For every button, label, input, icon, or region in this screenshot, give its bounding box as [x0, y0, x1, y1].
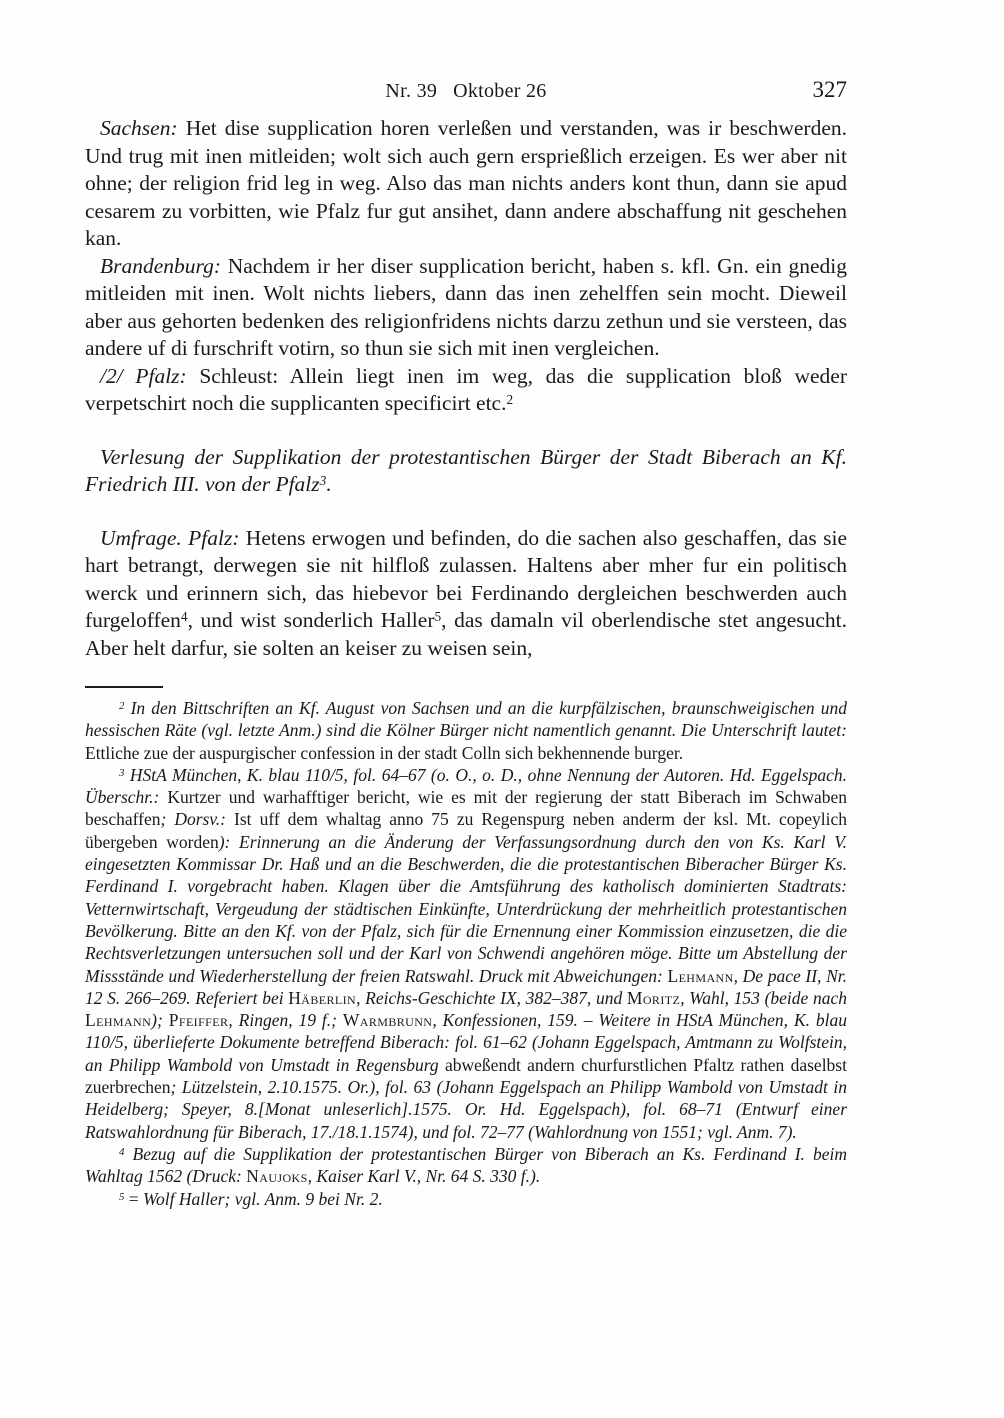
text-span: ; Lützelstein, 2.10.1575. Or.), fol. 63 (Johann Eggelspach an Philipp Wambold von Umstadt in Heidelberg; Speyer, 8.[Monat unleserlich].1575. Or. Hd. Eggelspach), fol. 68–71 (Entwurf einer Ratswahlordnung für Biberach, 17./18.1.1574), und fol. 72–77 (Wahlordnung von 1551; vgl. Anm. 7).: [85, 1077, 847, 1142]
text-span: HStA München, K. blau 110/5, fol. 64–67 (o. O., o. D., ohne Nennung der Autoren. Hd. Eggelspach. Überschr.:: [85, 764, 847, 808]
page-number: 327: [812, 77, 847, 102]
text-column: [85, 0, 848, 1209]
text-span: , Ringen, 19 f.;: [228, 1010, 343, 1031]
text-span: Lehmann: [667, 965, 734, 986]
running-header: [85, 77, 847, 110]
footnotes: [85, 697, 847, 1210]
para-verlesung: [85, 444, 847, 499]
text-span: 5: [434, 609, 442, 625]
text-span: Bezug auf die Supplikation der protestantischen Bürger von Biberach an Ks. Ferdinand I. beim Wahltag 1562 (Druck:: [85, 1143, 847, 1187]
text-span: Brandenburg:: [100, 253, 222, 278]
text-span: .: [326, 472, 332, 496]
footnote-marker: 2: [119, 700, 125, 713]
text-span: , Kaiser Karl V., Nr. 64 S. 330 f.).: [307, 1166, 541, 1187]
footnote-marker: 5: [119, 1190, 125, 1203]
running-head-title: Nr. 39 Oktober 26: [385, 80, 547, 102]
text-span: Moritz: [626, 987, 681, 1008]
text-span: Hetens erwogen und befinden, do die sachen also geschaffen, das sie hart betrangt, derwegen sie nit hilfloß zulassen. Haltens aber mher fur ein politisch werck und erinnern sich, das hiebevor bei Ferdinando dergleichen beschwerden auch furgeloffen: [85, 525, 847, 632]
text-span: , und wist sonderlich Haller: [187, 608, 435, 632]
text-span: );: [151, 1010, 169, 1031]
footnote-marker: 3: [119, 767, 125, 780]
main-text: [85, 115, 847, 662]
footnote-2: [85, 697, 847, 764]
text-span: , Wahl, 153 (beide nach: [680, 987, 848, 1008]
text-span: In den Bittschriften an Kf. August von Sachsen und an die kurpfälzischen, braunschweigischen und hessischen Räte (vgl. letzte Anm.) sind die Kölner Bürger nicht namentlich genannt. Die Unterschrift lautet:: [85, 698, 847, 741]
text-span: /2/ Pfalz:: [100, 363, 187, 388]
text-span: =: [128, 1188, 144, 1209]
text-span: Lehmann: [85, 1010, 152, 1031]
para-pfalz-schleust: [85, 363, 847, 418]
text-span: Pfeiffer: [168, 1010, 229, 1031]
text-span: Wolf Haller; vgl. Anm. 9 bei Nr. 2.: [143, 1188, 383, 1209]
footnote-5: [85, 1188, 847, 1210]
text-span: Umfrage. Pfalz:: [100, 525, 240, 550]
text-span: Warmbrunn: [342, 1010, 433, 1031]
text-span: 4: [180, 609, 188, 625]
text-span: , De pace II, Nr. 12 S. 266–269. Referiert bei: [85, 965, 847, 1008]
text-span: Verlesung der Supplikation der protestantischen Bürger der Stadt Biberach an Kf. Friedrich III. von der Pfalz: [85, 444, 847, 496]
text-span: Häberlin: [288, 987, 357, 1008]
text-span: 3: [319, 473, 327, 489]
footnote-separator-rule: [85, 686, 163, 688]
para-sachsen: [85, 115, 847, 253]
text-span: ): Erinnerung an die Änderung der Verfassungsordnung durch den von Ks. Karl V. eingesetzten Kommissar Dr. Haß und an die Beschwerden, die die protestantischen Biberacher Bürger Ks. Ferdinand I. vorgebracht haben. Klagen über die Amtsführung des katholisch dominierten Stadtrats: Vetternwirtschaft, Vergeudung der städtischen Einkünfte, Unterdrückung der mehrheitlich protestantischen Bevölkerung. Bitte an den Kf. von der Pfalz, sich für die Ernennung einer Kommission einzusetzen, die die Rechtsverletzungen untersuchen soll und der Karl von Schwendi angehören möge. Bitte um Abstellung der Missstände und Wiederherstellung der freien Ratswahl. Druck mit Abweichungen:: [85, 831, 848, 986]
para-umfrage: [85, 525, 847, 663]
text-span: 2: [506, 392, 514, 408]
text-span: Ist uff dem whaltag anno 75 zu Regenspurg neben anderm der ksl. Mt. copeylich übergeben worden: [85, 809, 848, 852]
text-span: Ettliche zue der auspurgischer confession in der stadt Colln sich bekhennende burger.: [85, 742, 684, 763]
text-span: Sachsen:: [100, 116, 178, 140]
footnote-3: [85, 764, 847, 1143]
text-span: Kurtzer und warhafftiger bericht, wie es mit der regierung der statt Biberach im Schwaben beschaffen: [85, 787, 847, 830]
text-span: , Konfessionen, 159. – Weitere in HStA München, K. blau 110/5, überlieferte Dokumente betreffend Biberach: fol. 61–62 (Johann Eggelspach, Amtmann zu Wolfstein, an Philipp Wambold von Umstadt in Regensburg: [85, 1010, 848, 1075]
text-span: Nachdem ir her diser supplication bericht, haben s. kfl. Gn. ein gnedig mitleiden mit inen. Wolt nichts liebers, dann das inen zehelffen sein mocht. Dieweil aber aus gehorten bedenken des religionfridens nichts darzu zethun und sie versteen, das andere uf di furschrift votirn, so thun sie sich mit inen vergleichen.: [85, 253, 847, 360]
text-span: Schleust: Allein liegt inen im weg, das die supplication bloß weder verpetschirt noch die supplicanten specificirt etc.: [85, 363, 847, 415]
footnote-marker: 4: [119, 1146, 125, 1159]
text-span: Naujoks: [246, 1166, 308, 1187]
text-span: , Reichs-Geschichte IX, 382–387, und: [356, 987, 627, 1008]
para-brandenburg: [85, 253, 847, 363]
text-span: ; Dorsv.:: [160, 809, 227, 830]
footnote-4: [85, 1143, 847, 1188]
footnote-block: [85, 686, 847, 1210]
text-span: abweßendt andern churfurstlichen Pfaltz rathen daselbst zuerbrechen: [85, 1054, 847, 1098]
text-span: Het dise supplication horen verleßen und verstanden, was ir beschwerden. Und trug mit inen mitleiden; wolt sich auch gern ersprießlich erzeigen. Es wer aber nit ohne; der religion frid leg in weg. Also das man nichts anders kont thun, dann sie apud cesarem zu vorbitten, wie Pfalz fur gut ansihet, dann andere abschaffung nit geschehen kan.: [85, 116, 847, 250]
text-span: , das damaln vil oberlendische stet angesucht. Aber helt darfur, sie solten an keiser zu weisen sein,: [85, 608, 848, 660]
